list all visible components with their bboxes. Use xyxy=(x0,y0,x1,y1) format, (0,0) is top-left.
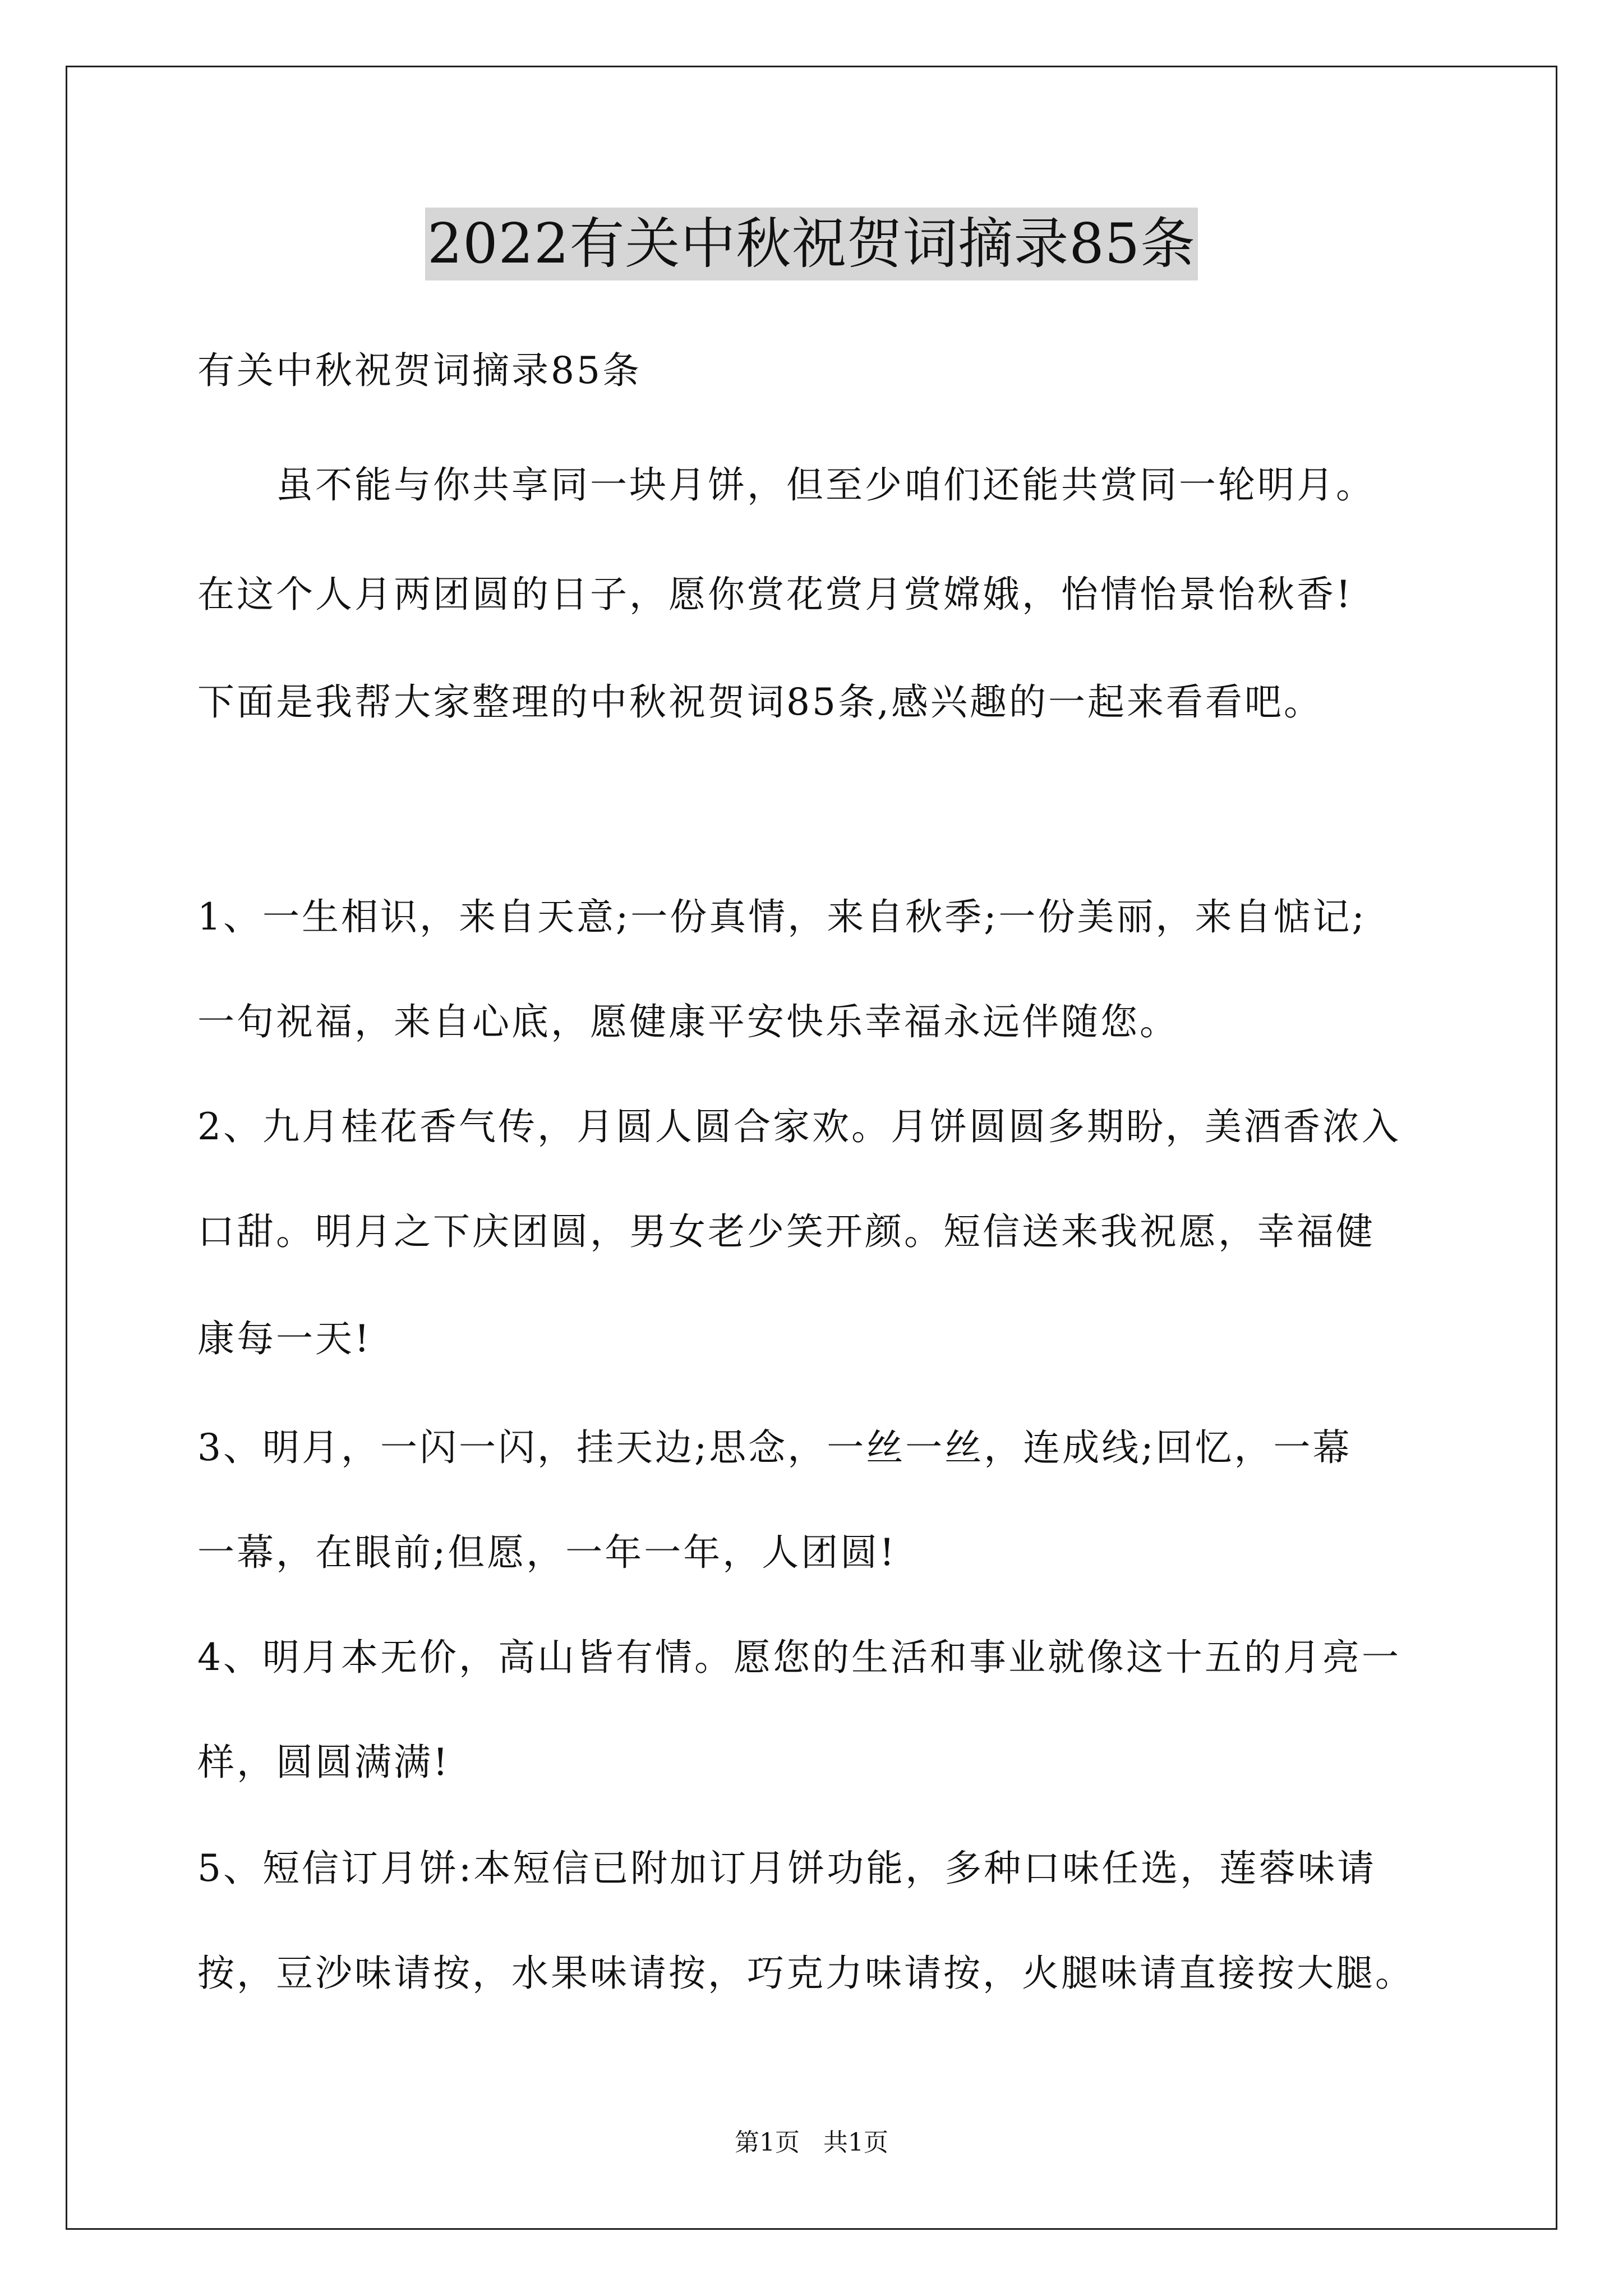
body-line: 3、明月，一闪一闪，挂天边;思念，一丝一丝，连成线;回忆，一幕 xyxy=(197,1426,1352,1469)
body-line: 下面是我帮大家整理的中秋祝贺词85条,感兴趣的一起来看看吧。 xyxy=(197,680,1323,724)
body-line: 2、九月桂花香气传，月圆人圆合家欢。月饼圆圆多期盼，美酒香浓入 xyxy=(197,1105,1401,1148)
body-line: 有关中秋祝贺词摘录85条 xyxy=(197,349,642,392)
body-line: 4、明月本无价，高山皆有情。愿您的生活和事业就像这十五的月亮一 xyxy=(197,1636,1401,1679)
body-line: 康每一天! xyxy=(197,1317,372,1360)
title-container xyxy=(0,208,1623,280)
body-line: 在这个人月两团圆的日子，愿你赏花赏月赏嫦娥，怡情怡景怡秋香! xyxy=(197,573,1353,616)
body-line: 口甜。明月之下庆团圆，男女老少笑开颜。短信送来我祝愿，幸福健 xyxy=(197,1210,1375,1253)
body-line: 5、短信订月饼:本短信已附加订月饼功能，多种口味任选，莲蓉味请 xyxy=(197,1847,1377,1890)
body-line: 1、一生相识，来自天意;一份真情，来自秋季;一份美丽，来自惦记; xyxy=(197,895,1367,938)
body-line: 按，豆沙味请按，水果味请按，巧克力味请按，火腿味请直接按大腿。 xyxy=(197,1952,1414,1995)
body-line: 一句祝福，来自心底，愿健康平安快乐幸福永远伴随您。 xyxy=(197,1000,1179,1043)
page-total: 共1页 xyxy=(823,2128,888,2157)
body-line: 一幕，在眼前;但愿，一年一年，人团圆! xyxy=(197,1531,897,1574)
body-line: 虽不能与你共享同一块月饼，但至少咱们还能共赏同一轮明月。 xyxy=(197,463,1375,507)
body-line: 样，圆圆满满! xyxy=(197,1741,450,1784)
page-number: 第1页 xyxy=(735,2128,800,2157)
document-title: 2022有关中秋祝贺词摘录85条 xyxy=(425,208,1198,280)
page-footer xyxy=(0,2126,1623,2160)
